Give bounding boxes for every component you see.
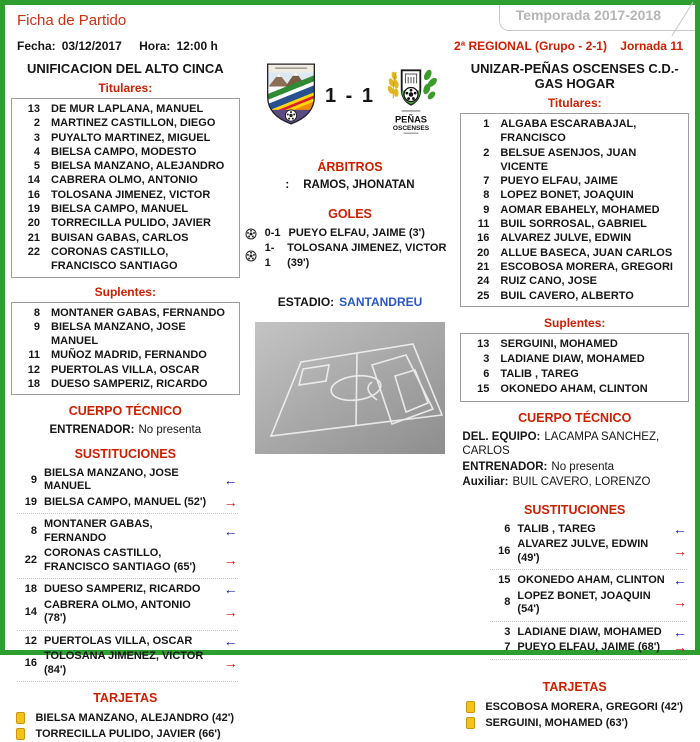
fecha-value: 03/12/2017 bbox=[61, 39, 122, 53]
player-number: 11 bbox=[477, 218, 490, 231]
fecha-label: Fecha: bbox=[17, 39, 56, 53]
away-cuerpo-tecnico-title: CUERPO TÉCNICO bbox=[518, 410, 632, 425]
staff-row bbox=[462, 460, 687, 475]
away-team-name: UNIZAR-PEÑAS OSCENSES C.D.-GAS HOGAR bbox=[470, 61, 679, 91]
player-number: 21 bbox=[27, 231, 40, 244]
player-name: BIELSA MANZANO, ALEJANDRO (42') bbox=[35, 712, 235, 725]
player-number: 13 bbox=[27, 103, 40, 115]
player-row bbox=[463, 231, 684, 245]
player-row bbox=[463, 382, 684, 397]
player-row bbox=[14, 102, 235, 116]
player-name: ALVAREZ JULVE, EDWIN (49') bbox=[517, 538, 649, 564]
home-staff-list bbox=[11, 423, 240, 438]
player-name: CORONAS CASTILLO, FRANCISCO SANTIAGO (65') bbox=[44, 547, 196, 573]
staff-role-label: DEL. EQUIPO: bbox=[462, 430, 541, 443]
goles-title: GOLES bbox=[328, 207, 372, 221]
away-titulares-list bbox=[460, 113, 689, 307]
substitution-arrow-icon: → bbox=[223, 493, 238, 510]
player-number: 16 bbox=[498, 544, 511, 557]
player-number: 12 bbox=[27, 363, 40, 376]
player-number: 5 bbox=[33, 160, 40, 173]
player-number: 25 bbox=[477, 289, 490, 302]
yellow-card-icon bbox=[16, 712, 25, 724]
content-columns bbox=[5, 55, 695, 742]
player-number: 15 bbox=[477, 383, 490, 396]
player-name: LADIANE DIAW, MOHAMED bbox=[517, 625, 662, 638]
away-tarjetas-title: TARJETAS bbox=[542, 679, 607, 694]
player-name: BUIL CAVERO, ALBERTO bbox=[500, 289, 634, 302]
player-row bbox=[14, 377, 235, 391]
substitution-arrow-icon: ← bbox=[223, 632, 238, 649]
player-row bbox=[463, 146, 684, 175]
player-number: 2 bbox=[483, 146, 490, 159]
player-row bbox=[463, 352, 684, 367]
final-score bbox=[319, 85, 382, 108]
substitution-row bbox=[490, 537, 687, 570]
away-sustituciones-title: SUSTITUCIONES bbox=[524, 502, 626, 517]
player-row bbox=[463, 274, 684, 288]
substitution-arrow-icon: → bbox=[223, 655, 238, 672]
player-name: PUERTOLAS VILLA, OSCAR bbox=[51, 363, 200, 376]
staff-person-name: LACAMPA SANCHEZ, CARLOS bbox=[462, 430, 660, 458]
player-row bbox=[14, 188, 235, 202]
home-crest-icon bbox=[263, 61, 319, 127]
home-team-column bbox=[11, 57, 240, 742]
jornada-label: Jornada 11 bbox=[620, 39, 683, 53]
player-name: BIELSA MANZANO, ALEJANDRO bbox=[51, 160, 225, 173]
player-name: TALIB , TAREG bbox=[500, 368, 579, 381]
substitution-row bbox=[17, 649, 238, 682]
player-name: BIELSA CAMPO, MODESTO bbox=[51, 145, 197, 158]
player-number: 16 bbox=[477, 232, 490, 245]
player-number: 24 bbox=[477, 275, 490, 288]
player-row bbox=[14, 348, 235, 362]
player-name: MONTANER GABAS, FERNANDO bbox=[44, 518, 153, 544]
goal-row bbox=[245, 241, 456, 271]
substitution-arrow-icon: → bbox=[673, 639, 687, 656]
player-name: DUESO SAMPERIZ, RICARDO bbox=[51, 378, 208, 391]
substitution-row bbox=[17, 517, 238, 546]
player-row bbox=[463, 203, 684, 217]
player-number: 9 bbox=[30, 473, 37, 486]
estadio-value: SANTANDREU bbox=[339, 295, 423, 309]
substitution-arrow-icon: → bbox=[223, 552, 238, 569]
player-number: 8 bbox=[33, 306, 40, 319]
substitution-row bbox=[17, 546, 238, 579]
player-name: AOMAR EBAHELY, MOHAMED bbox=[500, 203, 660, 216]
player-name: PUYALTO MARTINEZ, MIGUEL bbox=[51, 131, 211, 144]
home-team-name: UNIFICACION DEL ALTO CINCA bbox=[26, 61, 224, 76]
player-number: 11 bbox=[28, 349, 40, 362]
substitution-arrow-icon: ← bbox=[223, 523, 238, 540]
substitution-arrow-icon: ← bbox=[223, 471, 238, 488]
pitch-image bbox=[255, 322, 445, 454]
player-row bbox=[463, 289, 684, 303]
player-number: 8 bbox=[483, 189, 490, 202]
goal-row bbox=[245, 226, 456, 241]
home-tarjetas-title: TARJETAS bbox=[93, 691, 158, 706]
player-name: DE MUR LAPLANA, MANUEL bbox=[51, 103, 204, 115]
substitution-row bbox=[17, 495, 238, 515]
away-suplentes-label: Suplentes: bbox=[544, 315, 606, 330]
player-name: PUEYO ELFAU, JAIME bbox=[500, 175, 618, 188]
card-row bbox=[466, 715, 683, 731]
player-name: TORRECILLA PULIDO, JAVIER bbox=[51, 217, 211, 230]
player-number: 20 bbox=[27, 217, 40, 230]
away-logo-word-main: PEÑAS bbox=[395, 114, 428, 125]
yellow-card-icon bbox=[466, 717, 475, 729]
substitution-row bbox=[17, 598, 238, 631]
player-row bbox=[14, 173, 235, 187]
goal-score: 0-1 bbox=[264, 227, 281, 239]
away-team-column bbox=[460, 57, 689, 731]
player-number: 6 bbox=[483, 368, 490, 381]
substitution-arrow-icon: → bbox=[673, 542, 687, 559]
player-number: 15 bbox=[498, 574, 511, 587]
player-name: CORONAS CASTILLO, FRANCISCO SANTIAGO bbox=[51, 245, 178, 273]
home-cards-list bbox=[16, 710, 234, 742]
player-number: 19 bbox=[27, 203, 40, 216]
staff-person-name: No presenta bbox=[138, 424, 202, 437]
player-row bbox=[463, 246, 684, 260]
competition-label: 2ª REGIONAL (Grupo - 2-1) bbox=[454, 39, 607, 53]
player-name: ALGABA ESCARABAJAL, FRANCISCO bbox=[500, 118, 637, 145]
player-row bbox=[14, 245, 235, 274]
player-number: 7 bbox=[504, 641, 511, 654]
player-number: 2 bbox=[33, 117, 40, 130]
staff-role-label: Auxiliar: bbox=[462, 476, 509, 489]
date-time bbox=[17, 39, 224, 53]
player-number: 9 bbox=[33, 320, 40, 333]
player-name: SERGUINI, MOHAMED (63') bbox=[485, 716, 628, 729]
away-logo-word-sub: OSCENSES bbox=[393, 124, 430, 132]
player-name: TOLOSANA JIMENEZ, VICTOR bbox=[51, 188, 211, 201]
season-label: Temporada 2017-2018 bbox=[515, 7, 661, 23]
stadium-line bbox=[245, 295, 456, 309]
card-row bbox=[466, 699, 683, 715]
home-club-logo bbox=[263, 61, 319, 132]
substitution-row bbox=[490, 573, 687, 589]
player-number: 19 bbox=[24, 495, 37, 508]
player-row bbox=[463, 367, 684, 382]
player-name: BIELSA MANZANO, JOSE MANUEL bbox=[51, 320, 186, 348]
player-number: 3 bbox=[33, 131, 40, 144]
home-suplentes-label: Suplentes: bbox=[94, 284, 156, 299]
player-name: BIELSA MANZANO, JOSE MANUEL bbox=[44, 466, 179, 493]
player-name: MARTINEZ CASTILLON, DIEGO bbox=[51, 117, 216, 130]
player-number: 8 bbox=[30, 525, 37, 538]
player-number: 21 bbox=[477, 260, 490, 273]
staff-row bbox=[13, 423, 238, 438]
player-row bbox=[14, 131, 235, 145]
arbitros-title: ÁRBITROS bbox=[317, 160, 383, 174]
player-name: CABRERA OLMO, ANTONIO bbox=[51, 174, 198, 187]
away-crest-icon bbox=[381, 61, 441, 141]
hora-label: Hora: bbox=[139, 39, 171, 53]
page-title: Ficha de Partido bbox=[17, 12, 127, 29]
staff-person-name: No presenta bbox=[551, 460, 615, 473]
player-name: ALVAREZ JULVE, EDWIN bbox=[500, 232, 632, 245]
match-meta-row bbox=[5, 31, 695, 55]
player-row bbox=[14, 306, 235, 320]
away-staff-list bbox=[460, 430, 689, 490]
goal-score: 1-1 bbox=[264, 242, 275, 269]
yellow-card-icon bbox=[16, 728, 25, 740]
referee-name: RAMOS, JHONATAN bbox=[303, 179, 415, 191]
soccer-ball-icon bbox=[245, 228, 257, 240]
player-row bbox=[14, 363, 235, 377]
substitution-row bbox=[490, 589, 687, 622]
home-goals: 1 bbox=[324, 85, 339, 107]
referee-line bbox=[245, 179, 456, 191]
player-name: RUIZ CANO, JOSE bbox=[500, 275, 597, 288]
player-name: TOLOSANA JIMENEZ, VICTOR (84') bbox=[44, 650, 204, 676]
substitution-row bbox=[490, 640, 687, 660]
player-name: TALIB , TAREG bbox=[517, 522, 596, 535]
player-number: 16 bbox=[24, 657, 37, 670]
substitution-arrow-icon: ← bbox=[673, 623, 687, 640]
player-name: BELSUE ASENJOS, JUAN VICENTE bbox=[500, 146, 637, 173]
player-number: 8 bbox=[504, 596, 511, 609]
player-row bbox=[14, 116, 235, 130]
score-row bbox=[245, 57, 456, 146]
estadio-label: ESTADIO: bbox=[277, 295, 335, 309]
player-number: 6 bbox=[504, 522, 511, 535]
player-name: ALLUE BASECA, JUAN CARLOS bbox=[500, 246, 673, 259]
player-row bbox=[463, 188, 684, 202]
player-name: LOPEZ BONET, JOAQUIN (54') bbox=[517, 589, 651, 616]
player-number: 3 bbox=[483, 353, 490, 366]
home-substitutions-list bbox=[11, 466, 240, 683]
player-name: MONTANER GABAS, FERNANDO bbox=[51, 306, 225, 319]
match-center-column bbox=[245, 57, 456, 454]
player-name: OKONEDO AHAM, CLINTON bbox=[517, 574, 665, 587]
player-row bbox=[14, 159, 235, 173]
staff-row bbox=[462, 430, 687, 459]
player-number: 3 bbox=[504, 625, 511, 638]
substitution-row bbox=[17, 582, 238, 598]
competition-info bbox=[444, 39, 683, 53]
player-name: ESCOBOSA MORERA, GREGORI bbox=[500, 260, 673, 273]
player-row bbox=[14, 202, 235, 216]
away-suplentes-list bbox=[460, 333, 689, 402]
player-row bbox=[463, 217, 684, 231]
player-name: BUIL SORROSAL, GABRIEL bbox=[500, 218, 647, 231]
substitution-arrow-icon: ← bbox=[223, 581, 238, 598]
goals-list bbox=[245, 226, 456, 271]
player-name: BIELSA CAMPO, MANUEL bbox=[51, 203, 189, 216]
staff-role-label: ENTRENADOR: bbox=[462, 460, 548, 473]
player-name: LADIANE DIAW, MOHAMED bbox=[500, 353, 645, 366]
player-row bbox=[463, 117, 684, 146]
player-number: 16 bbox=[27, 188, 40, 201]
player-name: ESCOBOSA MORERA, GREGORI (42') bbox=[485, 700, 684, 713]
player-name: DUESO SAMPERIZ, RICARDO bbox=[44, 583, 201, 596]
staff-person-name: BUIL CAVERO, LORENZO bbox=[512, 476, 651, 489]
hora-value: 12:00 h bbox=[176, 39, 218, 53]
player-name: SERGUINI, MOHAMED bbox=[500, 337, 618, 350]
top-bar bbox=[5, 5, 695, 31]
yellow-card-icon bbox=[466, 701, 475, 713]
player-name: BIELSA CAMPO, MANUEL (52') bbox=[44, 495, 207, 508]
away-goals: 1 bbox=[361, 85, 376, 107]
player-number: 18 bbox=[24, 583, 37, 596]
player-number: 20 bbox=[477, 246, 490, 259]
player-number: 9 bbox=[483, 203, 490, 216]
home-titulares-list bbox=[11, 98, 240, 278]
goal-scorer: PUEYO ELFAU, JAIME (3') bbox=[288, 227, 425, 239]
season-tab bbox=[499, 5, 695, 31]
player-row bbox=[14, 231, 235, 245]
home-titulares-label: Titulares: bbox=[98, 81, 153, 95]
player-number: 22 bbox=[27, 245, 40, 258]
pitch-photo bbox=[255, 322, 445, 454]
player-row bbox=[463, 337, 684, 352]
player-name: OKONEDO AHAM, CLINTON bbox=[500, 383, 648, 396]
substitution-row bbox=[490, 522, 687, 538]
player-number: 7 bbox=[483, 175, 490, 188]
player-row bbox=[14, 145, 235, 159]
away-substitutions-list bbox=[460, 522, 689, 660]
player-name: CABRERA OLMO, ANTONIO (78') bbox=[44, 598, 191, 625]
card-row bbox=[16, 710, 234, 726]
away-cards-list bbox=[466, 699, 683, 731]
substitution-arrow-icon: → bbox=[673, 594, 687, 611]
card-row bbox=[16, 726, 234, 742]
substitution-row bbox=[17, 634, 238, 650]
player-row bbox=[14, 320, 235, 349]
home-suplentes-list bbox=[11, 302, 240, 396]
player-number: 4 bbox=[33, 145, 40, 158]
substitution-arrow-icon: → bbox=[223, 603, 238, 620]
player-number: 14 bbox=[27, 174, 40, 187]
substitution-row bbox=[490, 625, 687, 641]
score-separator: - bbox=[345, 85, 355, 107]
goal-scorer: TOLOSANA JIMENEZ, VICTOR (39') bbox=[287, 242, 447, 269]
player-row bbox=[463, 174, 684, 188]
soccer-ball-icon bbox=[245, 250, 257, 262]
referee-colon: : bbox=[285, 179, 290, 191]
away-club-logo bbox=[381, 61, 441, 146]
player-number: 1 bbox=[483, 118, 490, 130]
substitution-arrow-icon: ← bbox=[673, 520, 687, 537]
home-cuerpo-tecnico-title: CUERPO TÉCNICO bbox=[68, 404, 182, 419]
substitution-row bbox=[17, 466, 238, 495]
substitution-arrow-icon: ← bbox=[673, 572, 687, 589]
away-titulares-label: Titulares: bbox=[547, 96, 602, 110]
player-row bbox=[14, 216, 235, 230]
staff-role-label: ENTRENADOR: bbox=[49, 424, 135, 437]
player-name: PUEYO ELFAU, JAIME (68') bbox=[517, 641, 661, 654]
player-row bbox=[463, 260, 684, 274]
player-number: 14 bbox=[24, 605, 37, 618]
player-name: PUERTOLAS VILLA, OSCAR bbox=[44, 634, 193, 647]
player-number: 22 bbox=[24, 554, 37, 567]
player-number: 12 bbox=[24, 634, 37, 647]
player-name: BUISAN GABAS, CARLOS bbox=[51, 231, 189, 244]
player-number: 13 bbox=[477, 337, 490, 350]
player-name: MUÑOZ MADRID, FERNANDO bbox=[51, 349, 207, 362]
player-number: 18 bbox=[27, 378, 40, 391]
staff-row bbox=[462, 475, 687, 490]
player-name: LOPEZ BONET, JOAQUIN bbox=[500, 189, 634, 202]
home-sustituciones-title: SUSTITUCIONES bbox=[74, 446, 176, 461]
player-name: TORRECILLA PULIDO, JAVIER (66') bbox=[35, 728, 221, 741]
